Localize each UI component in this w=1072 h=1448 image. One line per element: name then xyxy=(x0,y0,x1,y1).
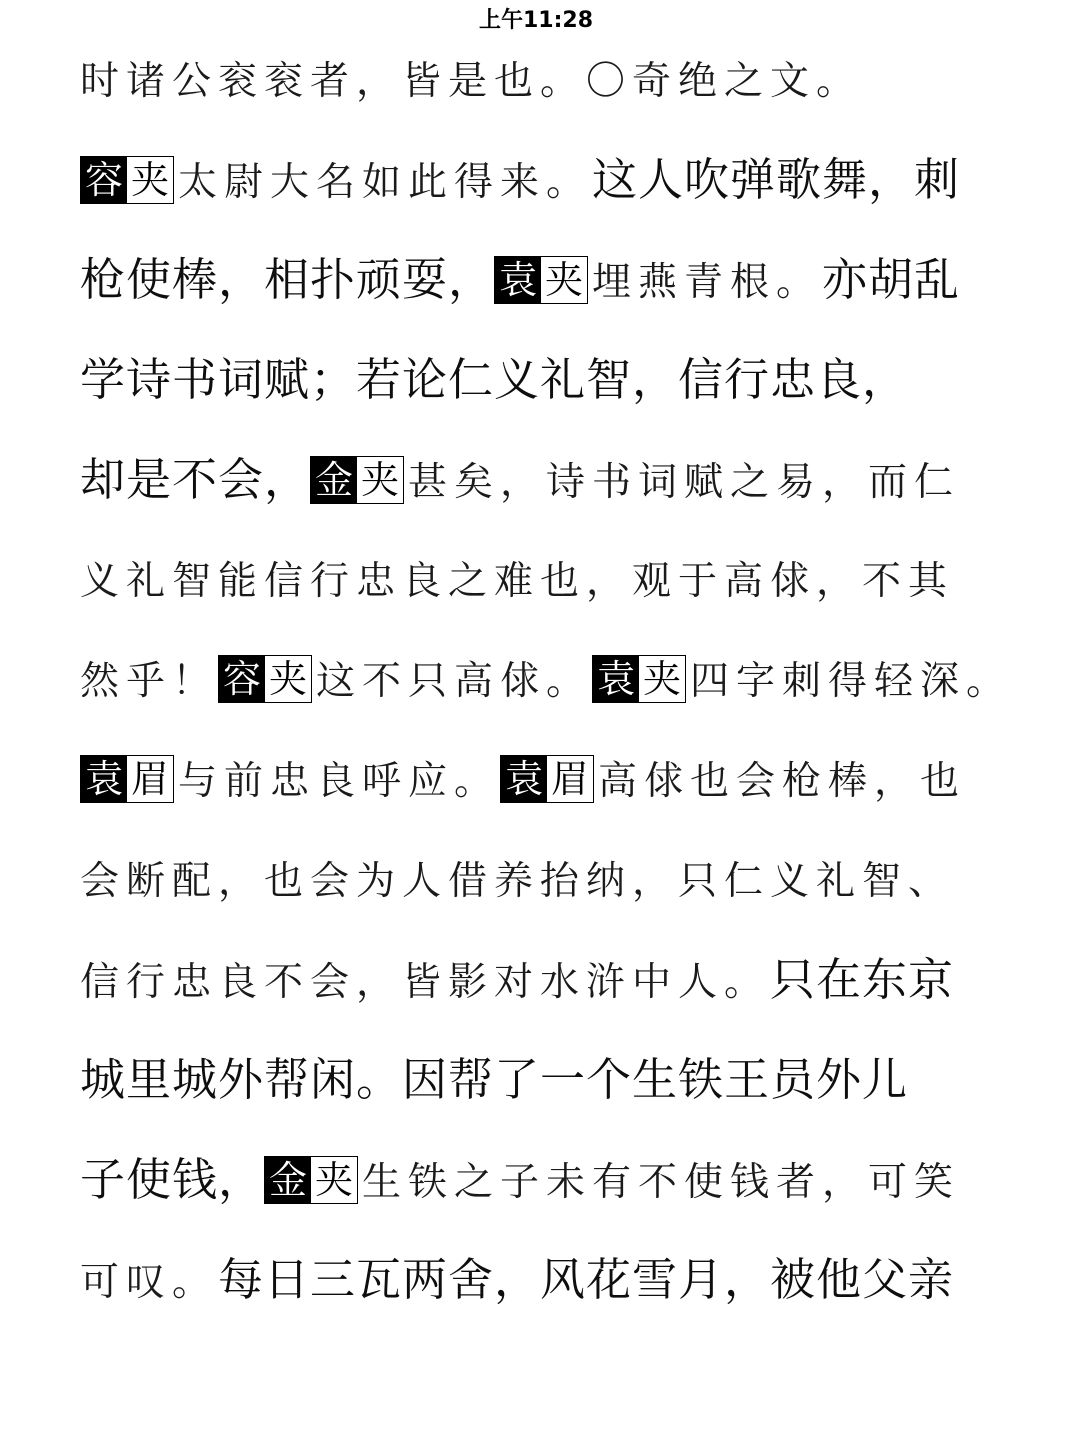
commentary-tag xyxy=(264,1156,358,1204)
main-text: 每日三瓦两舍，风花雪月，被他父亲 xyxy=(218,1253,955,1306)
comment-type-label: 夹 xyxy=(541,257,587,303)
comment-type-label: 夹 xyxy=(639,656,685,702)
commentary-text: 这不只高俅。 xyxy=(316,659,593,704)
commentary-text: 四字刺得轻深。 xyxy=(690,659,1013,704)
text-line xyxy=(80,830,1010,930)
status-time: 上午11:28 xyxy=(478,8,594,33)
comment-type-label: 眉 xyxy=(547,756,593,802)
commentator-label: 袁 xyxy=(81,756,127,802)
text-line xyxy=(80,930,1010,1030)
commentary-text: 会断配，也会为人借养抬纳，只仁义礼智、 xyxy=(80,859,955,904)
main-text: 学诗书词赋；若论仁义礼智，信行忠良， xyxy=(80,353,909,406)
commentary-text: 信行忠良不会，皆影对水浒中人。 xyxy=(80,960,771,1005)
commentary-text: 高俅也会枪棒，也 xyxy=(598,759,967,804)
commentator-label: 金 xyxy=(311,457,357,503)
comment-type-label: 夹 xyxy=(357,457,403,503)
commentator-label: 容 xyxy=(219,656,265,702)
commentary-tag xyxy=(500,755,594,803)
text-line xyxy=(80,330,1010,430)
text-line xyxy=(80,130,1010,230)
text-line xyxy=(80,730,1010,830)
commentary-text: 生铁之子未有不使钱者，可笑 xyxy=(362,1160,961,1205)
main-text: 城里城外帮闲。因帮了一个生铁王员外儿 xyxy=(80,1053,909,1106)
text-line xyxy=(80,1130,1010,1230)
commentator-label: 袁 xyxy=(593,656,639,702)
text-line xyxy=(80,30,1010,130)
commentary-tag xyxy=(592,655,686,703)
reader-page[interactable] xyxy=(80,30,1013,1330)
comment-type-label: 夹 xyxy=(265,656,311,702)
commentary-text: 时诸公衮衮者，皆是也。〇奇绝之文。 xyxy=(80,59,863,104)
commentary-tag xyxy=(494,256,588,304)
commentary-tag xyxy=(80,156,174,204)
comment-type-label: 夹 xyxy=(127,157,173,203)
text-line xyxy=(80,1030,1010,1130)
commentary-tag xyxy=(80,755,174,803)
commentary-text: 太尉大名如此得来。 xyxy=(178,160,593,205)
text-line xyxy=(80,430,1010,530)
commentary-text: 甚矣，诗书词赋之易，而仁 xyxy=(408,460,961,505)
text-line xyxy=(80,630,1013,730)
commentary-text: 可叹。 xyxy=(80,1260,219,1305)
main-text: 这人吹弹歌舞，刺 xyxy=(592,153,961,206)
commentator-label: 袁 xyxy=(501,756,547,802)
main-text: 枪使棒，相扑顽耍， xyxy=(80,253,495,306)
commentator-label: 容 xyxy=(81,157,127,203)
commentary-text: 与前忠良呼应。 xyxy=(178,759,501,804)
commentator-label: 金 xyxy=(265,1157,311,1203)
main-text: 亦胡乱 xyxy=(822,253,961,306)
text-line xyxy=(80,530,1010,630)
commentator-label: 袁 xyxy=(495,257,541,303)
main-text: 子使钱， xyxy=(80,1153,265,1206)
commentary-tag xyxy=(218,655,312,703)
main-text: 只在东京 xyxy=(770,953,955,1006)
commentary-text: 义礼智能信行忠良之难也，观于高俅，不其 xyxy=(80,559,955,604)
text-line xyxy=(80,1230,1010,1330)
comment-type-label: 夹 xyxy=(311,1157,357,1203)
commentary-text: 然乎！ xyxy=(80,659,219,704)
commentary-text: 埋燕青根。 xyxy=(592,260,823,305)
commentary-tag xyxy=(310,456,404,504)
comment-type-label: 眉 xyxy=(127,756,173,802)
main-text: 却是不会， xyxy=(80,453,311,506)
text-line xyxy=(80,230,1010,330)
